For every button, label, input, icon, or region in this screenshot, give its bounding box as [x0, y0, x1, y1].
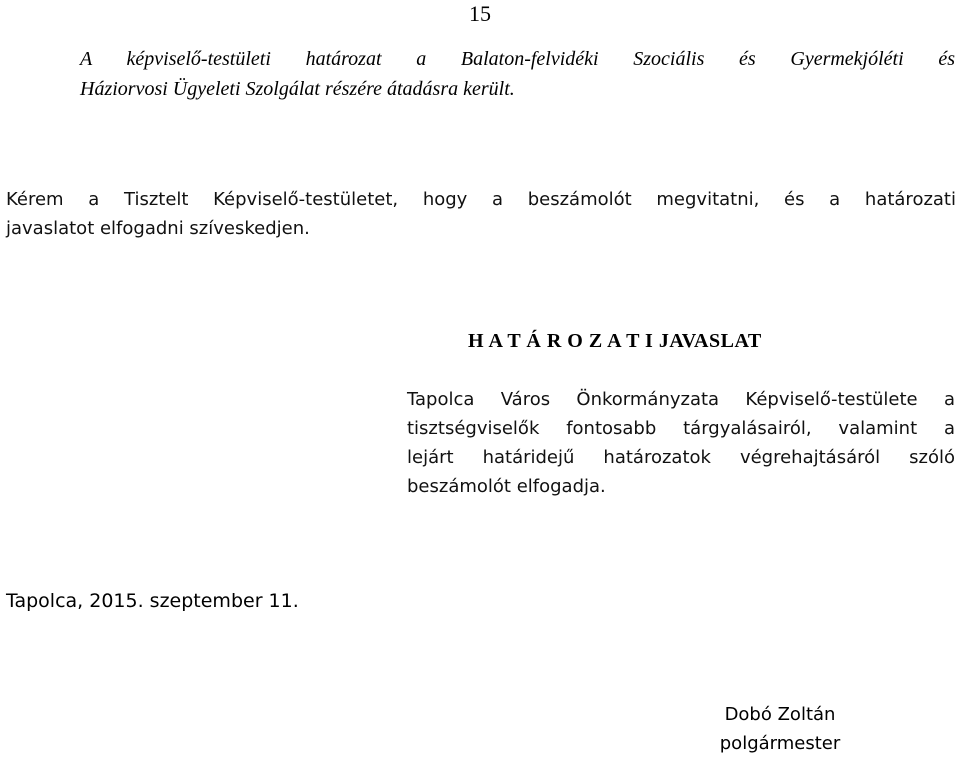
resolution-line: lejárt határidejű határozatok végrehajtásáról szóló: [407, 447, 955, 468]
intro-note-line: A képviselő-testületi határozat a Balaton-felvidéki Szociális és Gyermekjóléti és: [80, 48, 955, 70]
intro-note: [80, 44, 955, 104]
resolution-line: beszámolót elfogadja.: [407, 476, 606, 497]
resolution-line: tisztségviselők fontosabb tárgyalásairól, valamint a: [407, 418, 955, 439]
signatory-name: Dobó Zoltán: [724, 704, 836, 725]
signature-block: [700, 700, 860, 758]
request-paragraph: [6, 185, 956, 243]
place-date: Tapolca, 2015. szeptember 11.: [6, 590, 299, 612]
resolution-body: [407, 385, 955, 501]
intro-note-line: Háziorvosi Ügyeleti Szolgálat részére átadásra került.: [80, 78, 515, 100]
resolution-line: Tapolca Város Önkormányzata Képviselő-testülete a: [407, 389, 955, 410]
request-line: Kérem a Tisztelt Képviselő-testületet, hogy a beszámolót megvitatni, és a határozati: [6, 189, 956, 210]
page-number: 15: [469, 1, 491, 26]
signatory-title: polgármester: [719, 733, 841, 754]
resolution-title: H A T Á R O Z A T I JAVASLAT: [468, 330, 762, 352]
request-line: javaslatot elfogadni szíveskedjen.: [6, 218, 310, 239]
